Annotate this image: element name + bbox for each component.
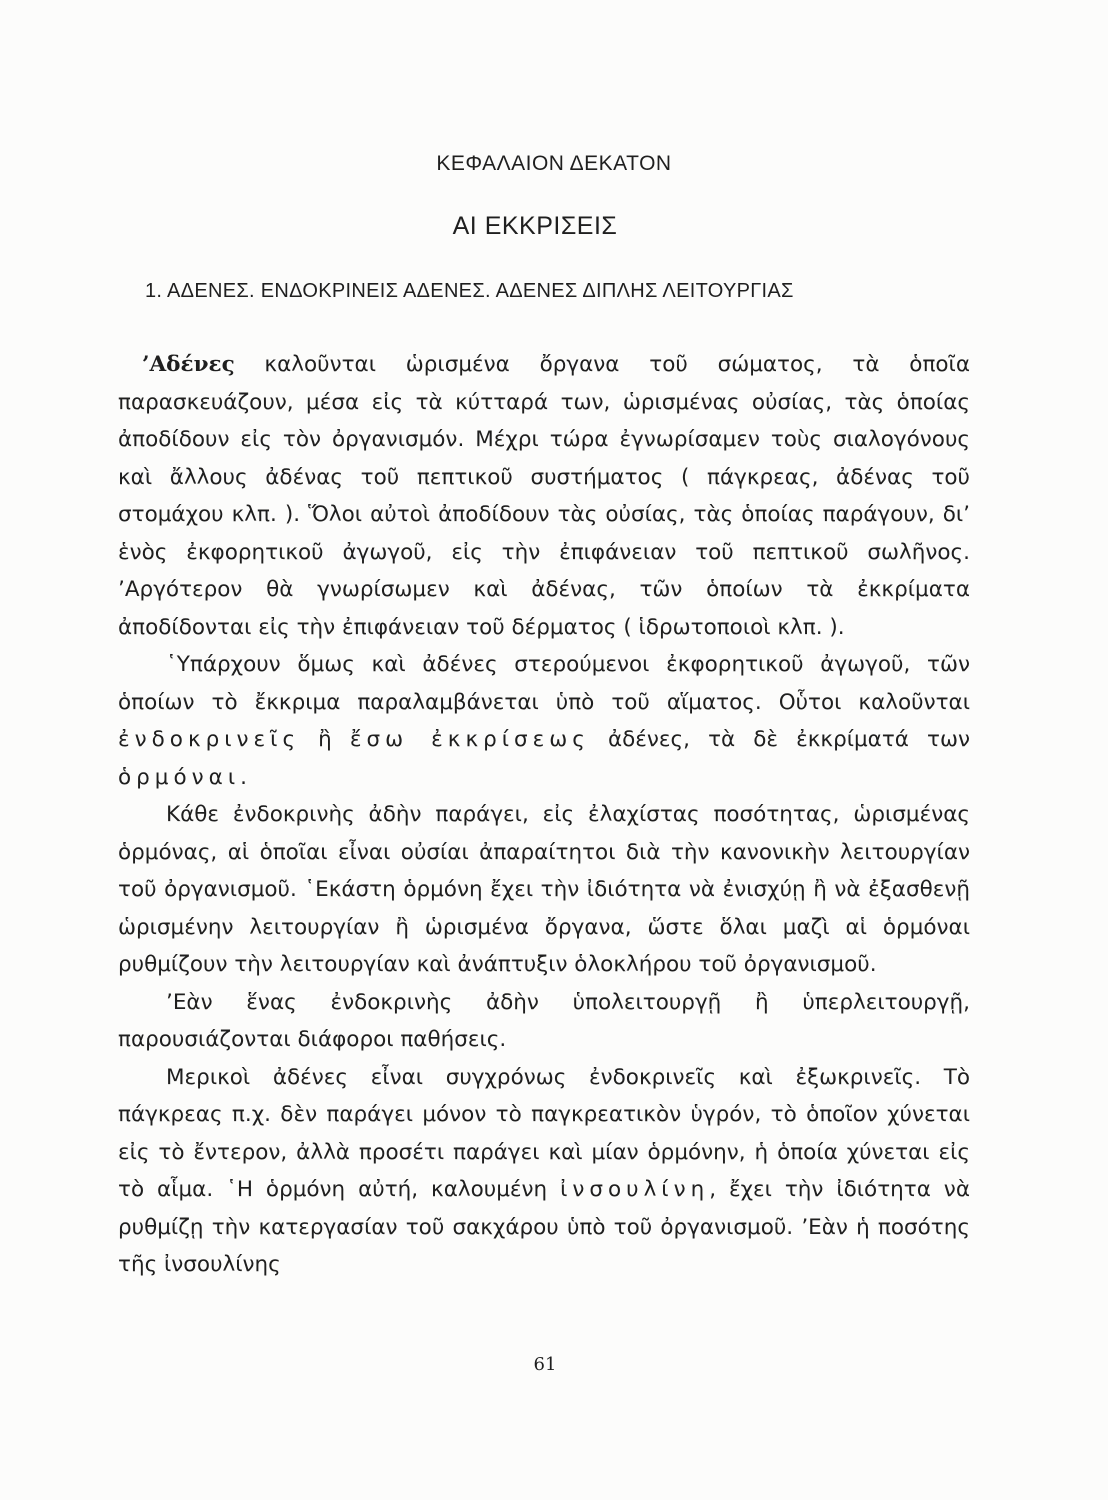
paragraph-2-text-b: ἢ (300, 727, 350, 752)
paragraph-2-text-c: ἀδένες, τὰ δὲ ἐκκρίματά των (589, 727, 970, 752)
page-number: 61 (533, 1354, 557, 1375)
paragraph-1-text: καλοῦνται ὡρισμένα ὄργανα τοῦ σώματος, τὰ ὁποῖα παρασκευάζουν, μέσα εἰς τὰ κύτταρά των, ὡρισμένας οὐσίας, τὰς ὁποίας ἀποδίδουν εἰς τὸν ὀργανισμόν. Μέχρι τώρα ἐγνωρίσαμεν τοὺς σιαλογόνους καὶ ἄλλους ἀδένας τοῦ πεπτικοῦ συστήματος ( πάγκρεας, ἀδένας τοῦ στομάχου κλπ. ). Ὅλοι αὐτοὶ ἀποδίδουν τὰς οὐσίας, τὰς ὁποίας παράγουν, δι’ ἑνὸς ἐκφορητικοῦ ἀγωγοῦ, εἰς τὴν ἐπιφάνειαν τοῦ πεπτικοῦ σωλῆνος. ’Αργότερον θὰ γνωρίσωμεν καὶ ἀδένας, τῶν ὁποίων τὰ ἐκκρίματα ἀποδίδονται εἰς τὴν ἐπιφάνειαν τοῦ δέρματος ( ἱδρωτοποιοὶ κλπ. ). (118, 352, 970, 640)
chapter-title: ΑΙ ΕΚΚΡΙΣΕΙΣ (452, 212, 618, 240)
term-eso-ekkriseos: ἔσω ἐκκρίσεως (349, 727, 590, 752)
paragraph-5 (118, 1059, 970, 1284)
paragraph-1 (118, 346, 970, 646)
paragraph-5-text-a: Μερικοὶ ἀδένες εἶναι συγχρόνως ἐνδοκρινεῖς καὶ ἐξωκρινεῖς. Τὸ πάγκρεας π.χ. δὲν παράγει μόνον τὸ παγκρεατικὸν ὑγρόν, τὸ ὁποῖον χύνεται εἰς τὸ ἔντερον, ἀλλὰ προσέτι παράγει καὶ μίαν ὁρμόνην, ἡ ὁποία χύνεται εἰς τὸ αἷμα. ῾Η ὁρμόνη αὐτή, καλουμένη (118, 1064, 970, 1202)
paragraph-2-text-d: . (240, 764, 247, 790)
chapter-heading: ΚΕΦΑΛΑΙΟΝ ΔΕΚΑΤΟΝ (436, 152, 672, 175)
term-endokrineis: ἐνδοκρινεῖς (118, 727, 301, 752)
body-text (118, 346, 970, 1284)
term-ormonai: ὁρμόναι (118, 764, 241, 790)
paragraph-3: Κάθε ἐνδοκρινὴς ἀδὴν παράγει, εἰς ἐλαχίστας ποσότητας, ὡρισμένας ὁρμόνας, αἱ ὁποῖαι εἶναι οὐσίαι ἀπαραίτητοι διὰ τὴν κανονικὴν λειτουργίαν τοῦ ὀργανισμοῦ. ῾Εκάστη ὁρμόνη ἔχει τὴν ἰδιότητα νὰ ἐνισχύῃ ἢ νὰ ἐξασθενῇ ὡρισμένην λειτουργίαν ἢ ὡρισμένα ὄργανα, ὥστε ὅλαι μαζὶ αἱ ὁρμόναι ρυθμίζουν τὴν λειτουργίαν καὶ ἀνάπτυξιν ὁλοκλήρου τοῦ ὀργανισμοῦ. (118, 802, 970, 977)
paragraph-4: ’Εὰν ἕνας ἐνδοκρινὴς ἀδὴν ὑπολειτουργῇ ἢ ὑπερλειτουργῇ, παρουσιάζονται διάφοροι παθήσεις. (118, 989, 970, 1052)
term-insoulini: ἰνσουλίνη (560, 1177, 710, 1202)
paragraph-2-text-a: ῾Υπάρχουν ὅμως καὶ ἀδένες στερούμενοι ἐκφορητικοῦ ἀγωγοῦ, τῶν ὁποίων τὸ ἔκκριμα παραλαμβάνεται ὑπὸ τοῦ αἵματος. Οὗτοι καλοῦνται (118, 652, 970, 715)
term-adenes: ’Αδένες (142, 352, 235, 377)
section-heading: 1. ΑΔΕΝΕΣ. ΕΝΔΟΚΡΙΝΕΙΣ ΑΔΕΝΕΣ. ΑΔΕΝΕΣ ΔΙΠΛΗΣ ΛΕΙΤΟΥΡΓΙΑΣ (145, 280, 794, 302)
paragraph-5-text-b: , ἔχει τὴν ἰδιότητα νὰ ρυθμίζῃ τὴν κατεργασίαν τοῦ σακχάρου ὑπὸ τοῦ ὀργανισμοῦ. ’Εὰν ἡ ποσότης τῆς ἰνσουλίνης (118, 1177, 970, 1277)
paragraph-2 (118, 646, 970, 796)
